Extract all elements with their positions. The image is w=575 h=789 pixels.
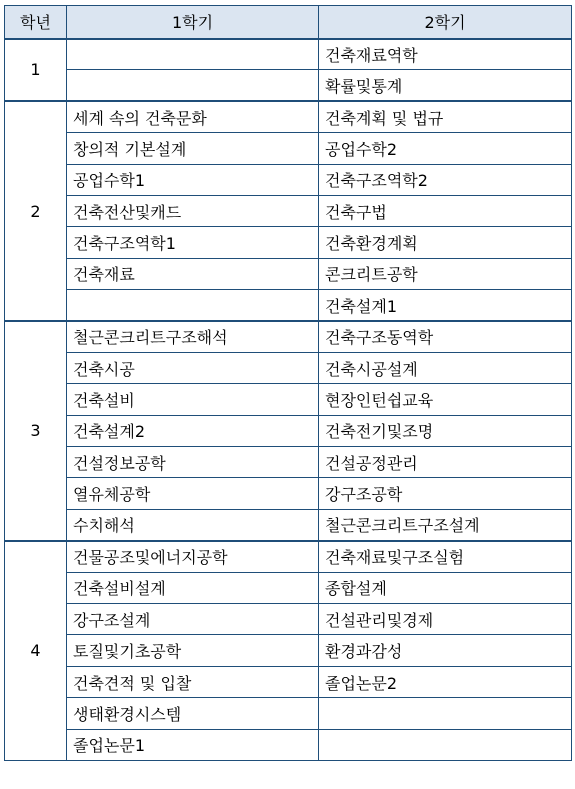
table-row <box>5 384 572 415</box>
semester-2-course: 확률및통계 <box>319 70 572 101</box>
semester-2-course: 환경과감성 <box>319 635 572 666</box>
table-row <box>5 101 572 132</box>
table-row <box>5 70 572 101</box>
table-row <box>5 572 572 603</box>
semester-1-course <box>67 39 319 70</box>
table-row <box>5 415 572 446</box>
header-semester-2: 2학기 <box>319 6 572 39</box>
table-body <box>5 39 572 761</box>
semester-2-course: 건축환경계획 <box>319 227 572 258</box>
header-semester-1: 1학기 <box>67 6 319 39</box>
table-row <box>5 635 572 666</box>
header-year: 학년 <box>5 6 67 39</box>
table-header <box>5 6 572 39</box>
table-row <box>5 321 572 352</box>
header-row <box>5 6 572 39</box>
table-row <box>5 666 572 697</box>
semester-1-course: 건축설비 <box>67 384 319 415</box>
semester-2-course <box>319 698 572 729</box>
semester-2-course: 건축설계1 <box>319 290 572 321</box>
table-row <box>5 729 572 760</box>
semester-2-course: 건축계획 및 법규 <box>319 101 572 132</box>
semester-2-course: 건축구조동역학 <box>319 321 572 352</box>
semester-1-course: 건축설비설계 <box>67 572 319 603</box>
semester-1-course: 수치해석 <box>67 509 319 540</box>
semester-1-course: 건설정보공학 <box>67 447 319 478</box>
table-row <box>5 698 572 729</box>
semester-1-course <box>67 70 319 101</box>
table-row <box>5 352 572 383</box>
curriculum-table <box>4 5 572 761</box>
semester-1-course: 생태환경시스템 <box>67 698 319 729</box>
semester-2-course: 종합설계 <box>319 572 572 603</box>
semester-2-course: 철근콘크리트구조설계 <box>319 509 572 540</box>
semester-1-course: 세계 속의 건축문화 <box>67 101 319 132</box>
table-row <box>5 478 572 509</box>
table-row <box>5 509 572 540</box>
table-row <box>5 195 572 226</box>
table-row <box>5 258 572 289</box>
semester-2-course: 건축시공설계 <box>319 352 572 383</box>
semester-2-course: 건축전기및조명 <box>319 415 572 446</box>
semester-2-course: 건축재료및구조실험 <box>319 541 572 572</box>
semester-1-course: 철근콘크리트구조해석 <box>67 321 319 352</box>
table-row <box>5 604 572 635</box>
semester-1-course: 건물공조및에너지공학 <box>67 541 319 572</box>
semester-1-course: 졸업논문1 <box>67 729 319 760</box>
semester-2-course: 건설공정관리 <box>319 447 572 478</box>
year-cell: 4 <box>5 541 67 761</box>
semester-2-course: 콘크리트공학 <box>319 258 572 289</box>
table-row <box>5 227 572 258</box>
semester-1-course: 강구조설계 <box>67 604 319 635</box>
semester-1-course: 토질및기초공학 <box>67 635 319 666</box>
year-cell: 3 <box>5 321 67 541</box>
semester-2-course: 공업수학2 <box>319 133 572 164</box>
table-row <box>5 133 572 164</box>
semester-2-course: 건축재료역학 <box>319 39 572 70</box>
semester-2-course: 건축구조역학2 <box>319 164 572 195</box>
semester-2-course: 강구조공학 <box>319 478 572 509</box>
table-row <box>5 447 572 478</box>
table-row <box>5 290 572 321</box>
semester-1-course: 열유체공학 <box>67 478 319 509</box>
year-cell: 2 <box>5 101 67 321</box>
semester-1-course <box>67 290 319 321</box>
semester-1-course: 공업수학1 <box>67 164 319 195</box>
semester-1-course: 건축시공 <box>67 352 319 383</box>
semester-1-course: 건축설계2 <box>67 415 319 446</box>
table-row <box>5 164 572 195</box>
semester-1-course: 건축구조역학1 <box>67 227 319 258</box>
semester-2-course: 현장인턴쉽교육 <box>319 384 572 415</box>
table-row <box>5 39 572 70</box>
semester-1-course: 건축견적 및 입찰 <box>67 666 319 697</box>
semester-2-course: 건설관리및경제 <box>319 604 572 635</box>
year-cell: 1 <box>5 39 67 102</box>
semester-1-course: 건축전산및캐드 <box>67 195 319 226</box>
semester-2-course <box>319 729 572 760</box>
table-row <box>5 541 572 572</box>
semester-2-course: 졸업논문2 <box>319 666 572 697</box>
semester-2-course: 건축구법 <box>319 195 572 226</box>
semester-1-course: 건축재료 <box>67 258 319 289</box>
semester-1-course: 창의적 기본설계 <box>67 133 319 164</box>
